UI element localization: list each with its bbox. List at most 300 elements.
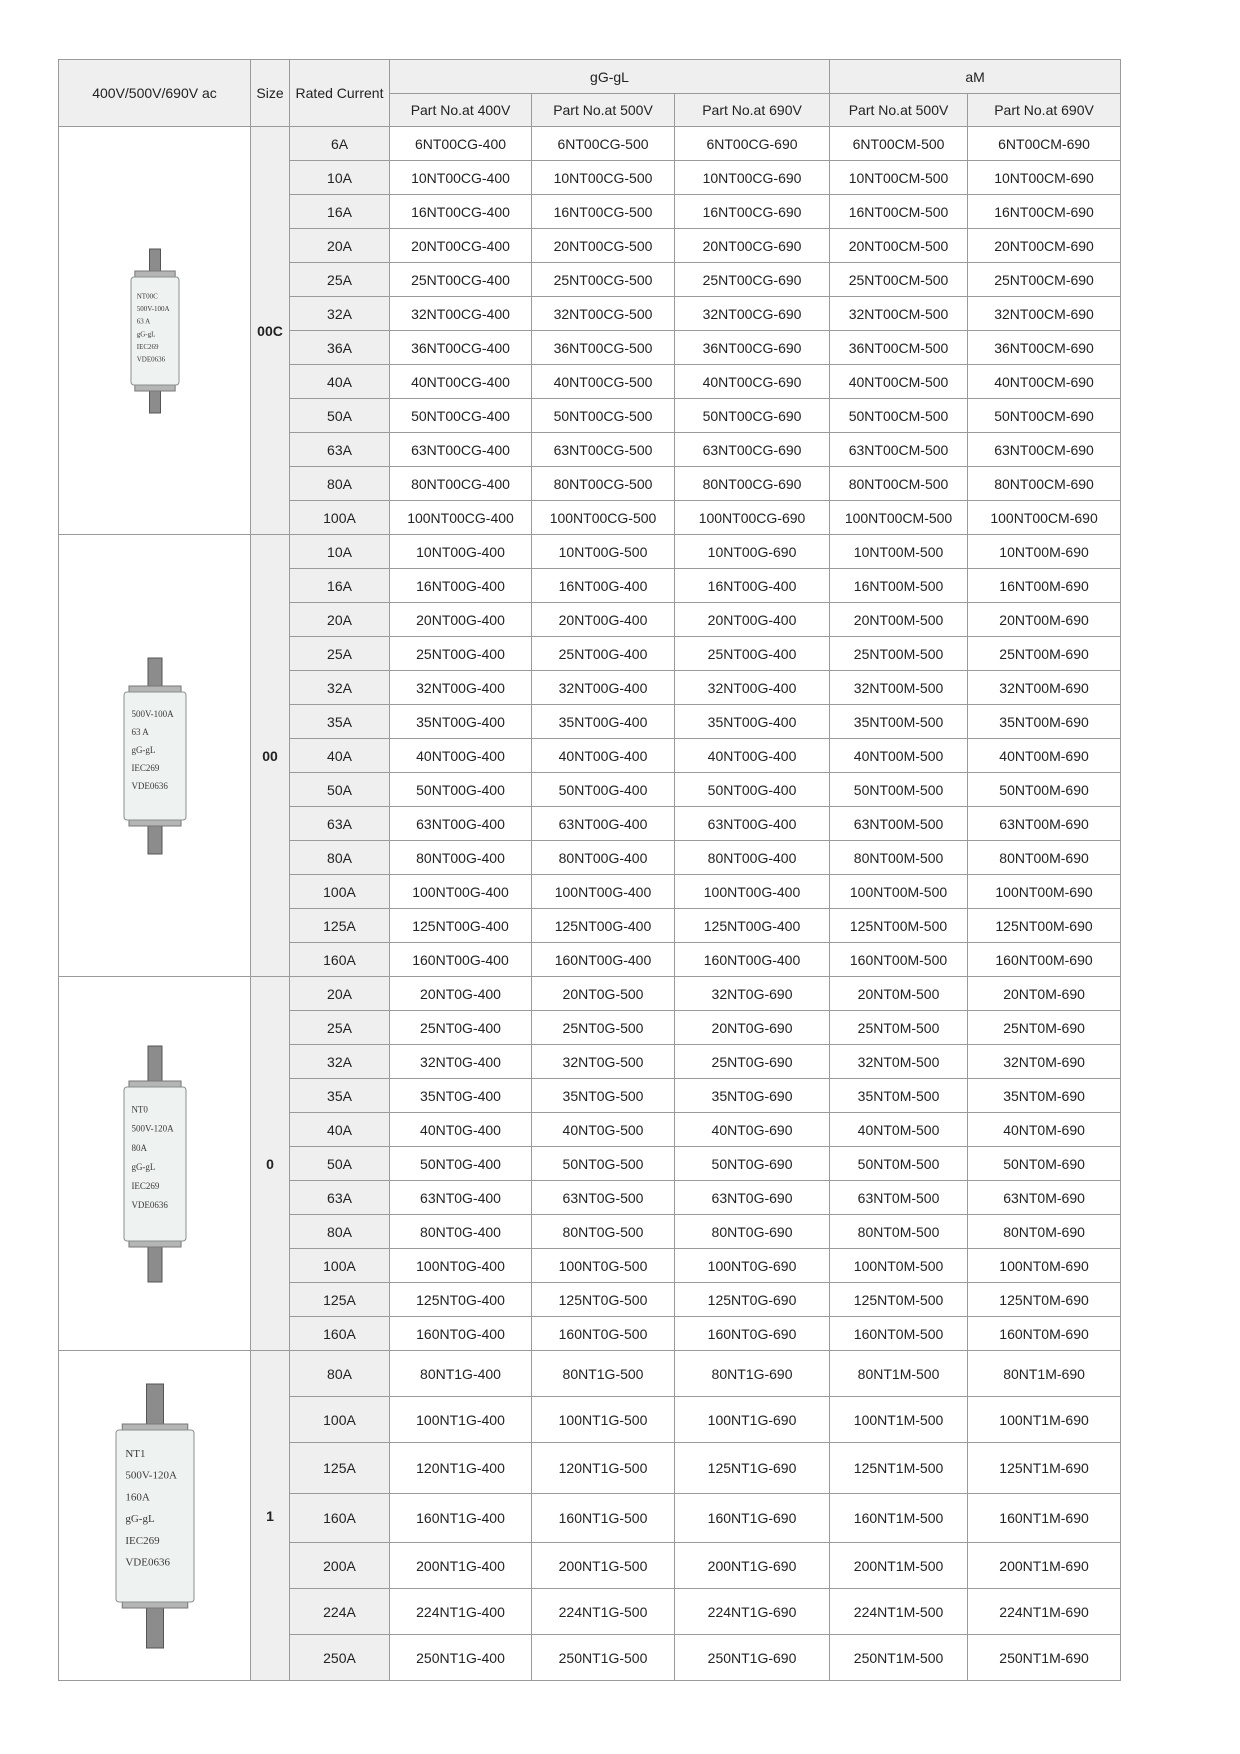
part-number-cell: 40NT00CM-500 — [830, 365, 968, 399]
part-number-cell: 120NT1G-500 — [532, 1443, 675, 1494]
part-number-cell: 25NT00CG-690 — [675, 263, 830, 297]
part-number-cell: 100NT1M-500 — [830, 1397, 968, 1443]
fuse-label-text: gG-gL — [130, 744, 155, 755]
rated-current-cell: 36A — [290, 331, 390, 365]
rated-current-cell: 160A — [290, 1494, 390, 1543]
rated-current-cell: 6A — [290, 127, 390, 161]
part-number-cell: 32NT00M-690 — [968, 671, 1121, 705]
part-number-cell: 35NT0G-500 — [532, 1079, 675, 1113]
part-number-cell: 100NT0M-690 — [968, 1249, 1121, 1283]
part-number-cell: 10NT00G-400 — [390, 535, 532, 569]
part-number-cell: 16NT00CG-400 — [390, 195, 532, 229]
part-number-cell: 80NT0G-400 — [390, 1215, 532, 1249]
part-number-cell: 6NT00CG-690 — [675, 127, 830, 161]
part-number-cell: 25NT00CG-400 — [390, 263, 532, 297]
part-number-cell: 50NT00CM-690 — [968, 399, 1121, 433]
rated-current-cell: 160A — [290, 1317, 390, 1351]
rated-current-cell: 63A — [290, 1181, 390, 1215]
rated-current-cell: 50A — [290, 1147, 390, 1181]
fuse-label-text: 500V-100A — [130, 708, 174, 719]
part-number-cell: 50NT0M-690 — [968, 1147, 1121, 1181]
part-number-cell: 80NT1G-500 — [532, 1351, 675, 1397]
rated-current-cell: 100A — [290, 501, 390, 535]
rated-current-cell: 80A — [290, 467, 390, 501]
part-number-cell: 25NT00G-400 — [390, 637, 532, 671]
part-number-cell: 80NT0G-500 — [532, 1215, 675, 1249]
part-number-cell: 125NT1G-690 — [675, 1443, 830, 1494]
part-number-cell: 16NT00CM-690 — [968, 195, 1121, 229]
part-number-cell: 6NT00CG-400 — [390, 127, 532, 161]
rated-current-cell: 40A — [290, 1113, 390, 1147]
size-cell: 0 — [251, 977, 290, 1351]
fuse-nt00c-icon — [121, 247, 189, 415]
part-number-cell: 50NT00M-690 — [968, 773, 1121, 807]
part-number-cell: 160NT1G-500 — [532, 1494, 675, 1543]
am-header: aM — [830, 60, 1121, 94]
fuse-label-text: VDE0636 — [136, 354, 165, 363]
part-number-cell: 200NT1M-690 — [968, 1543, 1121, 1589]
fuse-catalog-sheet — [58, 59, 1121, 1681]
col-am-690-header: Part No.at 690V — [968, 94, 1121, 127]
part-number-cell: 35NT0G-690 — [675, 1079, 830, 1113]
part-number-cell: 100NT00CM-690 — [968, 501, 1121, 535]
part-number-cell: 160NT00M-500 — [830, 943, 968, 977]
table-row — [59, 127, 1121, 161]
rated-current-cell: 50A — [290, 773, 390, 807]
fuse-image-cell — [59, 535, 251, 977]
part-number-cell: 35NT00M-690 — [968, 705, 1121, 739]
fuse-label-text: 80A — [130, 1142, 147, 1153]
rated-current-cell: 16A — [290, 195, 390, 229]
part-number-cell: 20NT00M-690 — [968, 603, 1121, 637]
part-number-cell: 50NT00CG-500 — [532, 399, 675, 433]
part-number-cell: 250NT1M-690 — [968, 1635, 1121, 1681]
part-number-cell: 35NT0M-500 — [830, 1079, 968, 1113]
part-number-cell: 125NT00G-400 — [532, 909, 675, 943]
part-number-cell: 32NT00CG-500 — [532, 297, 675, 331]
rated-current-cell: 10A — [290, 535, 390, 569]
part-number-cell: 100NT00G-400 — [675, 875, 830, 909]
part-number-cell: 16NT00G-400 — [675, 569, 830, 603]
fuse-label-text: VDE0636 — [124, 1556, 170, 1569]
rated-current-cell: 125A — [290, 1283, 390, 1317]
part-number-cell: 80NT00CG-500 — [532, 467, 675, 501]
part-number-cell: 25NT00CM-690 — [968, 263, 1121, 297]
part-number-cell: 25NT0G-400 — [390, 1011, 532, 1045]
rated-current-cell: 125A — [290, 909, 390, 943]
part-number-cell: 25NT00M-500 — [830, 637, 968, 671]
fuse-nt0-icon — [114, 1044, 196, 1284]
part-number-cell: 40NT0G-500 — [532, 1113, 675, 1147]
part-number-cell: 125NT1M-500 — [830, 1443, 968, 1494]
rated-current-cell: 32A — [290, 1045, 390, 1079]
part-number-cell: 20NT00G-400 — [675, 603, 830, 637]
part-number-cell: 80NT0M-500 — [830, 1215, 968, 1249]
part-number-cell: 125NT0M-500 — [830, 1283, 968, 1317]
part-number-cell: 36NT00CG-690 — [675, 331, 830, 365]
part-number-cell: 50NT00G-400 — [675, 773, 830, 807]
part-number-cell: 125NT0M-690 — [968, 1283, 1121, 1317]
part-number-cell: 6NT00CG-500 — [532, 127, 675, 161]
fuse-image-cell — [59, 1351, 251, 1681]
rated-current-cell: 16A — [290, 569, 390, 603]
part-number-cell: 20NT00G-400 — [390, 603, 532, 637]
part-number-cell: 125NT1M-690 — [968, 1443, 1121, 1494]
part-number-cell: 63NT00M-690 — [968, 807, 1121, 841]
fuse-part-number-table — [58, 59, 1121, 1681]
part-number-cell: 32NT00CM-500 — [830, 297, 968, 331]
fuse-label-text: 500V-120A — [124, 1469, 177, 1482]
fuse-label-text: gG-gL — [124, 1512, 155, 1525]
fuse-label-text: gG-gL — [130, 1161, 155, 1172]
part-number-cell: 63NT00CG-690 — [675, 433, 830, 467]
part-number-cell: 40NT00M-690 — [968, 739, 1121, 773]
rated-current-cell: 35A — [290, 1079, 390, 1113]
rated-current-cell: 160A — [290, 943, 390, 977]
part-number-cell: 20NT00M-500 — [830, 603, 968, 637]
part-number-cell: 160NT1M-690 — [968, 1494, 1121, 1543]
part-number-cell: 32NT0G-690 — [675, 977, 830, 1011]
part-number-cell: 50NT00G-400 — [390, 773, 532, 807]
col-gg-500-header: Part No.at 500V — [532, 94, 675, 127]
size-cell: 1 — [251, 1351, 290, 1681]
part-number-cell: 160NT0G-400 — [390, 1317, 532, 1351]
part-number-cell: 160NT0G-690 — [675, 1317, 830, 1351]
part-number-cell: 80NT00M-500 — [830, 841, 968, 875]
part-number-cell: 35NT00M-500 — [830, 705, 968, 739]
part-number-cell: 100NT0G-500 — [532, 1249, 675, 1283]
rated-current-cell: 40A — [290, 365, 390, 399]
part-number-cell: 160NT0M-690 — [968, 1317, 1121, 1351]
fuse-label-text: gG-gL — [136, 329, 155, 338]
part-number-cell: 32NT00M-500 — [830, 671, 968, 705]
part-number-cell: 80NT00CM-500 — [830, 467, 968, 501]
part-number-cell: 40NT0M-500 — [830, 1113, 968, 1147]
part-number-cell: 40NT00G-400 — [675, 739, 830, 773]
part-number-cell: 125NT0G-400 — [390, 1283, 532, 1317]
part-number-cell: 160NT0M-500 — [830, 1317, 968, 1351]
part-number-cell: 160NT00G-400 — [390, 943, 532, 977]
fuse-label-text: IEC269 — [130, 762, 159, 773]
part-number-cell: 250NT1G-400 — [390, 1635, 532, 1681]
gg-gl-header: gG-gL — [390, 60, 830, 94]
part-number-cell: 16NT00M-690 — [968, 569, 1121, 603]
rated-current-cell: 224A — [290, 1589, 390, 1635]
part-number-cell: 80NT1M-690 — [968, 1351, 1121, 1397]
part-number-cell: 20NT00G-400 — [532, 603, 675, 637]
part-number-cell: 40NT00CG-500 — [532, 365, 675, 399]
fuse-label-text: VDE0636 — [130, 1199, 168, 1210]
fuse-label-text: NT1 — [124, 1447, 146, 1460]
part-number-cell: 50NT00G-400 — [532, 773, 675, 807]
part-number-cell: 100NT00G-400 — [532, 875, 675, 909]
part-number-cell: 125NT0G-500 — [532, 1283, 675, 1317]
part-number-cell: 80NT00G-400 — [390, 841, 532, 875]
part-number-cell: 224NT1G-500 — [532, 1589, 675, 1635]
part-number-cell: 100NT0G-400 — [390, 1249, 532, 1283]
part-number-cell: 6NT00CM-690 — [968, 127, 1121, 161]
part-number-cell: 125NT0G-690 — [675, 1283, 830, 1317]
rated-current-cell: 32A — [290, 671, 390, 705]
part-number-cell: 100NT1G-400 — [390, 1397, 532, 1443]
fuse-label-text: IEC269 — [136, 342, 159, 351]
part-number-cell: 50NT00M-500 — [830, 773, 968, 807]
part-number-cell: 16NT00CM-500 — [830, 195, 968, 229]
part-number-cell: 10NT00CM-500 — [830, 161, 968, 195]
part-number-cell: 10NT00M-690 — [968, 535, 1121, 569]
part-number-cell: 25NT00G-400 — [675, 637, 830, 671]
fuse-image-cell — [59, 127, 251, 535]
col-gg-690-header: Part No.at 690V — [675, 94, 830, 127]
part-number-cell: 80NT0M-690 — [968, 1215, 1121, 1249]
part-number-cell: 63NT0M-690 — [968, 1181, 1121, 1215]
part-number-cell: 250NT1M-500 — [830, 1635, 968, 1681]
rated-current-cell: 20A — [290, 229, 390, 263]
fuse-label-text: VDE0636 — [130, 780, 168, 791]
part-number-cell: 32NT0G-500 — [532, 1045, 675, 1079]
part-number-cell: 160NT1M-500 — [830, 1494, 968, 1543]
part-number-cell: 35NT00G-400 — [675, 705, 830, 739]
part-number-cell: 224NT1G-400 — [390, 1589, 532, 1635]
size-header: Size — [251, 60, 290, 127]
part-number-cell: 100NT00CM-500 — [830, 501, 968, 535]
col-am-500-header: Part No.at 500V — [830, 94, 968, 127]
fuse-label-text: NT0 — [130, 1103, 148, 1114]
part-number-cell: 10NT00CG-400 — [390, 161, 532, 195]
rated-current-cell: 20A — [290, 977, 390, 1011]
part-number-cell: 20NT0G-690 — [675, 1011, 830, 1045]
part-number-cell: 100NT00CG-500 — [532, 501, 675, 535]
rated-current-cell: 50A — [290, 399, 390, 433]
part-number-cell: 80NT1G-690 — [675, 1351, 830, 1397]
part-number-cell: 63NT00G-400 — [390, 807, 532, 841]
part-number-cell: 160NT00M-690 — [968, 943, 1121, 977]
part-number-cell: 63NT00CM-690 — [968, 433, 1121, 467]
part-number-cell: 160NT0G-500 — [532, 1317, 675, 1351]
fuse-label-text: 500V-100A — [136, 304, 170, 313]
part-number-cell: 35NT0M-690 — [968, 1079, 1121, 1113]
part-number-cell: 40NT0G-400 — [390, 1113, 532, 1147]
part-number-cell: 40NT00CG-690 — [675, 365, 830, 399]
fuse-nt00-icon — [114, 656, 196, 856]
part-number-cell: 25NT00CG-500 — [532, 263, 675, 297]
part-number-cell: 36NT00CM-690 — [968, 331, 1121, 365]
part-number-cell: 10NT00CG-500 — [532, 161, 675, 195]
part-number-cell: 50NT0G-690 — [675, 1147, 830, 1181]
part-number-cell: 32NT0G-400 — [390, 1045, 532, 1079]
part-number-cell: 25NT00CM-500 — [830, 263, 968, 297]
part-number-cell: 40NT00G-400 — [532, 739, 675, 773]
part-number-cell: 25NT0M-690 — [968, 1011, 1121, 1045]
part-number-cell: 63NT0G-500 — [532, 1181, 675, 1215]
part-number-cell: 224NT1M-690 — [968, 1589, 1121, 1635]
part-number-cell: 32NT00G-400 — [390, 671, 532, 705]
part-number-cell: 40NT00CG-400 — [390, 365, 532, 399]
part-number-cell: 50NT0G-400 — [390, 1147, 532, 1181]
voltage-header: 400V/500V/690V ac — [59, 60, 251, 127]
part-number-cell: 125NT00M-690 — [968, 909, 1121, 943]
part-number-cell: 200NT1G-500 — [532, 1543, 675, 1589]
part-number-cell: 10NT00G-500 — [532, 535, 675, 569]
part-number-cell: 100NT00G-400 — [390, 875, 532, 909]
part-number-cell: 35NT0G-400 — [390, 1079, 532, 1113]
rated-current-cell: 25A — [290, 637, 390, 671]
rated-current-cell: 80A — [290, 841, 390, 875]
size-cell: 00 — [251, 535, 290, 977]
part-number-cell: 16NT00G-400 — [532, 569, 675, 603]
part-number-cell: 63NT00G-400 — [675, 807, 830, 841]
part-number-cell: 32NT00CG-400 — [390, 297, 532, 331]
part-number-cell: 200NT1G-400 — [390, 1543, 532, 1589]
part-number-cell: 160NT1G-690 — [675, 1494, 830, 1543]
part-number-cell: 25NT00G-400 — [532, 637, 675, 671]
part-number-cell: 125NT00M-500 — [830, 909, 968, 943]
part-number-cell: 63NT00G-400 — [532, 807, 675, 841]
part-number-cell: 40NT0G-690 — [675, 1113, 830, 1147]
part-number-cell: 32NT00G-400 — [675, 671, 830, 705]
part-number-cell: 63NT0M-500 — [830, 1181, 968, 1215]
part-number-cell: 16NT00CG-500 — [532, 195, 675, 229]
fuse-label-text: 160A — [124, 1490, 150, 1503]
part-number-cell: 16NT00CG-690 — [675, 195, 830, 229]
part-number-cell: 36NT00CG-400 — [390, 331, 532, 365]
rated-current-cell: 63A — [290, 807, 390, 841]
part-number-cell: 50NT0M-500 — [830, 1147, 968, 1181]
part-number-cell: 10NT00G-690 — [675, 535, 830, 569]
rated-current-header: Rated Current — [290, 60, 390, 127]
part-number-cell: 120NT1G-400 — [390, 1443, 532, 1494]
rated-current-cell: 125A — [290, 1443, 390, 1494]
part-number-cell: 10NT00CG-690 — [675, 161, 830, 195]
part-number-cell: 100NT1G-690 — [675, 1397, 830, 1443]
part-number-cell: 100NT00M-690 — [968, 875, 1121, 909]
part-number-cell: 25NT0G-690 — [675, 1045, 830, 1079]
rated-current-cell: 100A — [290, 1249, 390, 1283]
part-number-cell: 160NT00G-400 — [532, 943, 675, 977]
part-number-cell: 200NT1G-690 — [675, 1543, 830, 1589]
fuse-label-text: IEC269 — [124, 1534, 160, 1547]
part-number-cell: 80NT00CM-690 — [968, 467, 1121, 501]
rated-current-cell: 80A — [290, 1215, 390, 1249]
part-number-cell: 35NT00G-400 — [532, 705, 675, 739]
fuse-label-text: NT00C — [136, 292, 158, 301]
part-number-cell: 32NT0M-690 — [968, 1045, 1121, 1079]
fuse-label-text: 500V-120A — [130, 1123, 174, 1134]
part-number-cell: 160NT00G-400 — [675, 943, 830, 977]
part-number-cell: 224NT1M-500 — [830, 1589, 968, 1635]
part-number-cell: 100NT0G-690 — [675, 1249, 830, 1283]
part-number-cell: 63NT00CG-400 — [390, 433, 532, 467]
rated-current-cell: 25A — [290, 263, 390, 297]
part-number-cell: 100NT00M-500 — [830, 875, 968, 909]
fuse-nt1-icon — [106, 1382, 204, 1650]
part-number-cell: 160NT1G-400 — [390, 1494, 532, 1543]
part-number-cell: 20NT0G-500 — [532, 977, 675, 1011]
part-number-cell: 25NT0G-500 — [532, 1011, 675, 1045]
rated-current-cell: 20A — [290, 603, 390, 637]
part-number-cell: 20NT0M-500 — [830, 977, 968, 1011]
part-number-cell: 250NT1G-690 — [675, 1635, 830, 1681]
part-number-cell: 10NT00CM-690 — [968, 161, 1121, 195]
rated-current-cell: 250A — [290, 1635, 390, 1681]
part-number-cell: 40NT00CM-690 — [968, 365, 1121, 399]
part-number-cell: 125NT00G-400 — [390, 909, 532, 943]
part-number-cell: 80NT00G-400 — [532, 841, 675, 875]
table-row — [59, 1351, 1121, 1397]
part-number-cell: 40NT00G-400 — [390, 739, 532, 773]
rated-current-cell: 100A — [290, 1397, 390, 1443]
part-number-cell: 32NT00CM-690 — [968, 297, 1121, 331]
part-number-cell: 32NT00CG-690 — [675, 297, 830, 331]
part-number-cell: 32NT0M-500 — [830, 1045, 968, 1079]
part-number-cell: 63NT00CM-500 — [830, 433, 968, 467]
rated-current-cell: 80A — [290, 1351, 390, 1397]
part-number-cell: 20NT00CG-400 — [390, 229, 532, 263]
part-number-cell: 20NT00CM-690 — [968, 229, 1121, 263]
fuse-label-text: 63 A — [136, 317, 150, 326]
part-number-cell: 63NT00CG-500 — [532, 433, 675, 467]
part-number-cell: 80NT00M-690 — [968, 841, 1121, 875]
rated-current-cell: 100A — [290, 875, 390, 909]
rated-current-cell: 32A — [290, 297, 390, 331]
part-number-cell: 20NT0G-400 — [390, 977, 532, 1011]
part-number-cell: 80NT1M-500 — [830, 1351, 968, 1397]
part-number-cell: 80NT00G-400 — [675, 841, 830, 875]
part-number-cell: 20NT00CG-690 — [675, 229, 830, 263]
rated-current-cell: 10A — [290, 161, 390, 195]
part-number-cell: 16NT00G-400 — [390, 569, 532, 603]
fuse-label-text: IEC269 — [130, 1180, 159, 1191]
part-number-cell: 100NT00CG-400 — [390, 501, 532, 535]
part-number-cell: 50NT0G-500 — [532, 1147, 675, 1181]
part-number-cell: 63NT00M-500 — [830, 807, 968, 841]
fuse-label-text: 63 A — [130, 726, 149, 737]
rated-current-cell: 25A — [290, 1011, 390, 1045]
part-number-cell: 200NT1M-500 — [830, 1543, 968, 1589]
part-number-cell: 100NT0M-500 — [830, 1249, 968, 1283]
part-number-cell: 25NT00M-690 — [968, 637, 1121, 671]
part-number-cell: 250NT1G-500 — [532, 1635, 675, 1681]
part-number-cell: 80NT1G-400 — [390, 1351, 532, 1397]
part-number-cell: 63NT0G-690 — [675, 1181, 830, 1215]
fuse-image-cell — [59, 977, 251, 1351]
part-number-cell: 20NT00CM-500 — [830, 229, 968, 263]
part-number-cell: 10NT00M-500 — [830, 535, 968, 569]
part-number-cell: 80NT00CG-400 — [390, 467, 532, 501]
part-number-cell: 40NT00M-500 — [830, 739, 968, 773]
table-row — [59, 977, 1121, 1011]
col-gg-400-header: Part No.at 400V — [390, 94, 532, 127]
table-row — [59, 535, 1121, 569]
rated-current-cell: 40A — [290, 739, 390, 773]
size-cell: 00C — [251, 127, 290, 535]
part-number-cell: 80NT0G-690 — [675, 1215, 830, 1249]
part-number-cell: 36NT00CG-500 — [532, 331, 675, 365]
part-number-cell: 20NT0M-690 — [968, 977, 1121, 1011]
part-number-cell: 36NT00CM-500 — [830, 331, 968, 365]
part-number-cell: 224NT1G-690 — [675, 1589, 830, 1635]
part-number-cell: 50NT00CM-500 — [830, 399, 968, 433]
part-number-cell: 100NT1M-690 — [968, 1397, 1121, 1443]
part-number-cell: 100NT00CG-690 — [675, 501, 830, 535]
part-number-cell: 63NT0G-400 — [390, 1181, 532, 1215]
part-number-cell: 20NT00CG-500 — [532, 229, 675, 263]
part-number-cell: 100NT1G-500 — [532, 1397, 675, 1443]
part-number-cell: 32NT00G-400 — [532, 671, 675, 705]
part-number-cell: 40NT0M-690 — [968, 1113, 1121, 1147]
part-number-cell: 6NT00CM-500 — [830, 127, 968, 161]
part-number-cell: 50NT00CG-400 — [390, 399, 532, 433]
